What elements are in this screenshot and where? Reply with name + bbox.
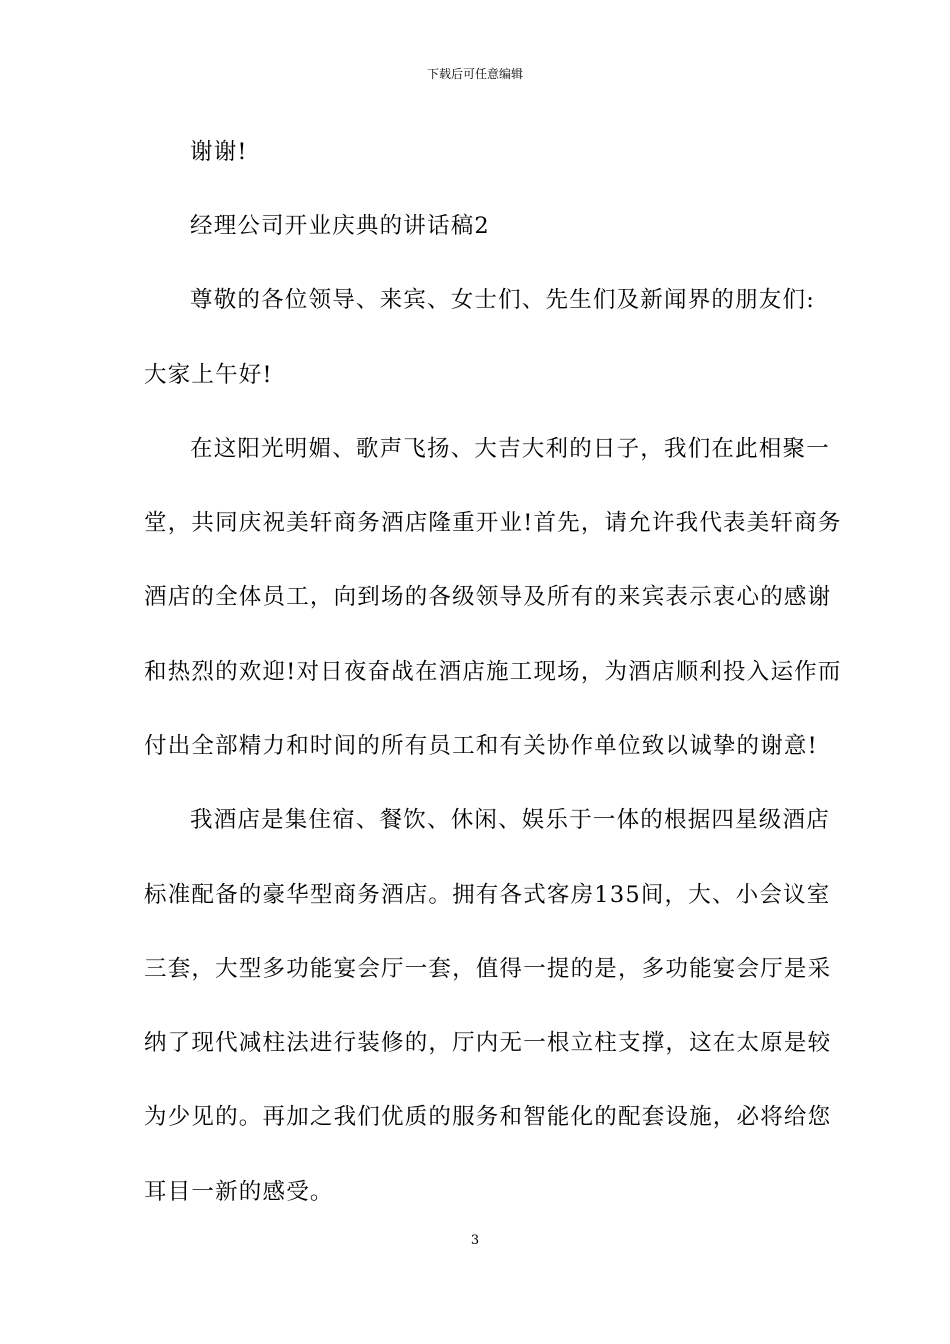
paragraph-1-line-2: 堂，共同庆祝美轩商务酒店隆重开业!首先，请允许我代表美轩商务 xyxy=(144,510,842,536)
paragraph-1-line-3: 酒店的全体员工，向到场的各级领导及所有的来宾表示衷心的感谢 xyxy=(144,584,832,610)
paragraph-2-line-6: 耳目一新的感受。 xyxy=(144,1179,334,1205)
paragraph-1-line-1: 在这阳光明媚、歌声飞扬、大吉大利的日子，我们在此相聚一 xyxy=(190,436,830,462)
paragraph-1-line-5: 付出全部精力和时间的所有员工和有关协作单位致以诚挚的谢意! xyxy=(144,733,818,759)
paragraph-2-line-3: 三套，大型多功能宴会厅一套，值得一提的是，多功能宴会厅是采 xyxy=(144,956,832,982)
greeting: 大家上午好! xyxy=(144,362,273,388)
salutation: 尊敬的各位领导、来宾、女士们、先生们及新闻界的朋友们: xyxy=(190,287,815,313)
section-title: 经理公司开业庆典的讲话稿2 xyxy=(190,213,490,239)
closing-thanks: 谢谢! xyxy=(190,139,248,165)
paragraph-2-line-2: 标准配备的豪华型商务酒店。拥有各式客房135间，大、小会议室 xyxy=(144,882,831,908)
paragraph-2-line-5: 为少见的。再加之我们优质的服务和智能化的配套设施，必将给您 xyxy=(144,1104,832,1130)
page-header-note: 下载后可任意编辑 xyxy=(426,67,523,81)
paragraph-1-line-4: 和热烈的欢迎!对日夜奋战在酒店施工现场，为酒店顺利投入运作而 xyxy=(144,659,842,685)
page-number: 3 xyxy=(470,1233,480,1248)
paragraph-2-line-1: 我酒店是集住宿、餐饮、休闲、娱乐于一体的根据四星级酒店 xyxy=(190,807,830,833)
paragraph-2-line-4: 纳了现代减柱法进行装修的，厅内无一根立柱支撑，这在太原是较 xyxy=(144,1030,832,1056)
